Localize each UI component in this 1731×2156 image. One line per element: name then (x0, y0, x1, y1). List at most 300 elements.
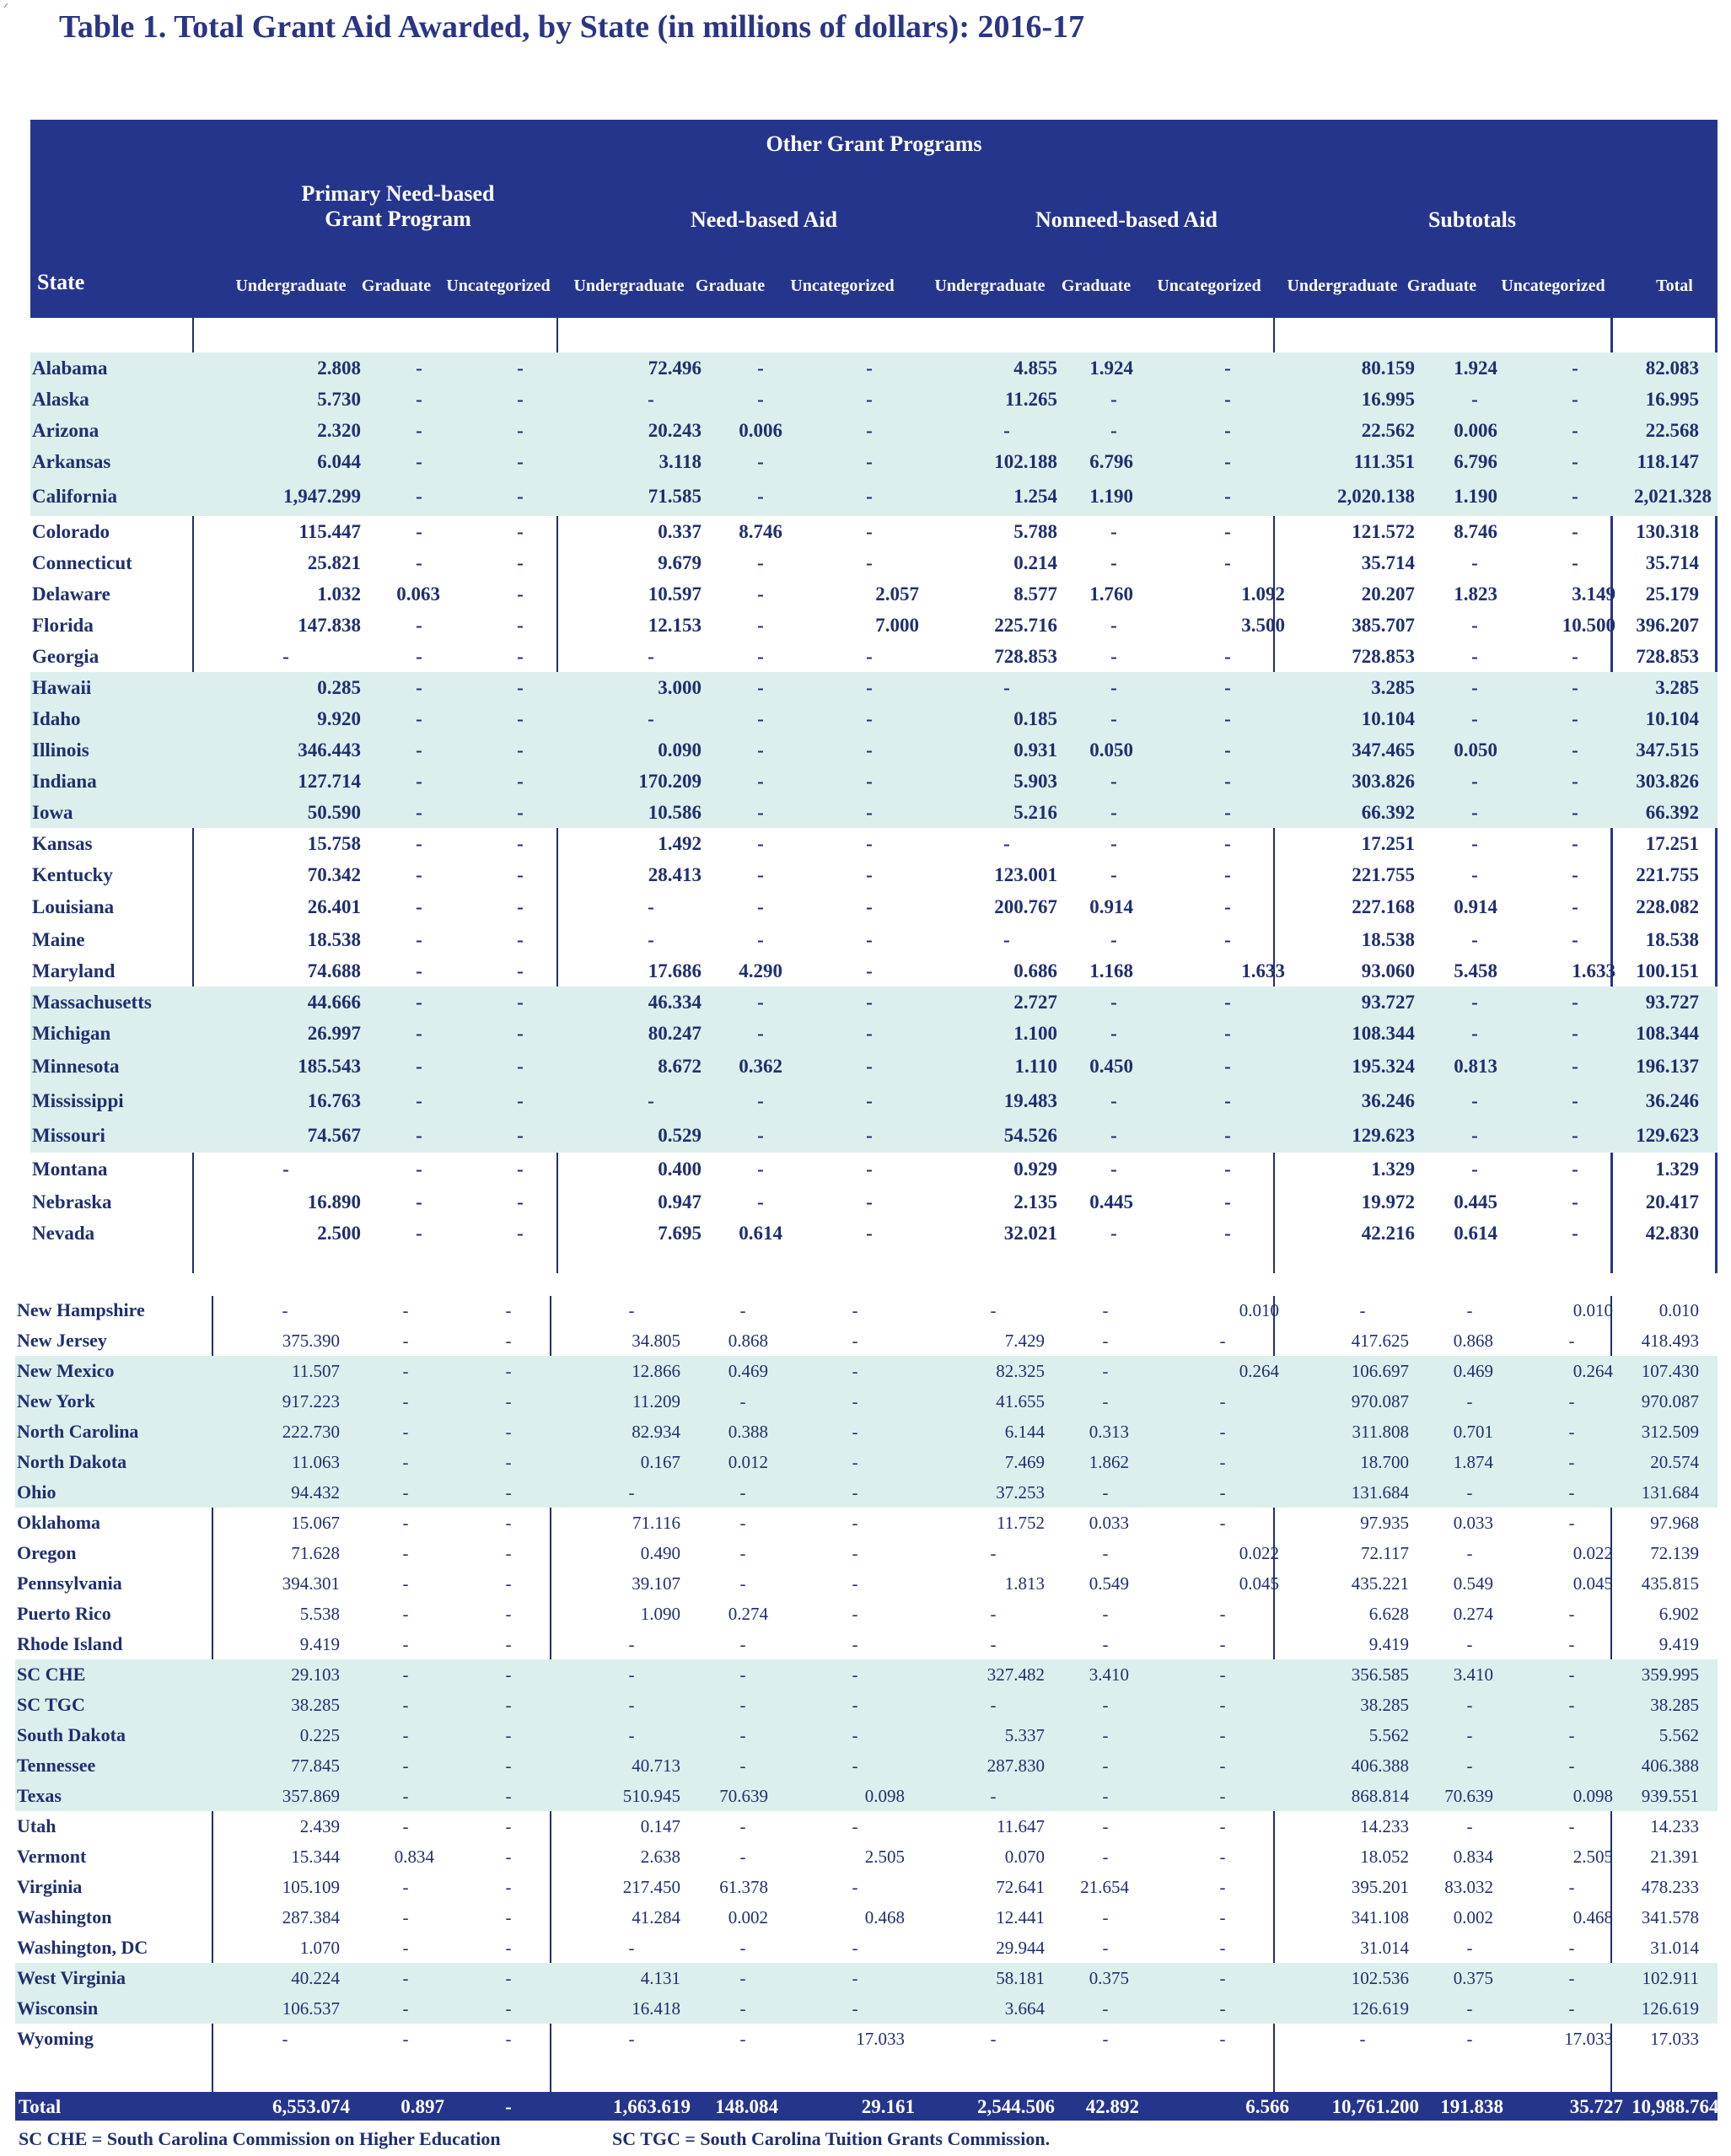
value-cell: - (1224, 1222, 1231, 1244)
total-label: Total (19, 2096, 62, 2117)
value-cell: - (402, 1512, 409, 1533)
value-cell: - (379, 446, 459, 477)
value-cell: 0.050 (1076, 734, 1152, 766)
value-cell: - (1568, 1603, 1575, 1624)
table-row (30, 987, 1718, 1018)
value-cell: - (453, 1963, 564, 1993)
value-cell: 97.935 (1360, 1512, 1409, 1533)
value-cell: 0.274 (1453, 1603, 1493, 1624)
value-cell: - (416, 960, 422, 981)
value-cell: - (1224, 832, 1231, 854)
value-cell: - (517, 960, 524, 981)
value-cell: 72.139 (1650, 1542, 1699, 1563)
value-cell: - (402, 1876, 409, 1897)
state-name: Wisconsin (15, 1993, 212, 2024)
value-cell: 66.392 (1634, 797, 1718, 828)
value-cell: 0.022 (1239, 1542, 1279, 1563)
value-cell: - (379, 703, 459, 734)
value-cell: - (787, 1993, 923, 2024)
value-cell: 61.378 (719, 1876, 768, 1897)
state-name: North Carolina (15, 1417, 212, 1447)
value-cell: 11.507 (212, 1356, 358, 1386)
value-cell: 0.010 (1658, 1299, 1699, 1320)
table-row (30, 547, 1718, 578)
value-cell: - (699, 1477, 787, 1508)
value-cell: 82.934 (564, 1417, 699, 1447)
value-cell: - (517, 645, 524, 667)
total-value: 35.727 (1569, 2096, 1623, 2117)
table-row (15, 1659, 1718, 1690)
value-cell: - (1427, 1720, 1512, 1750)
value-cell: 8.746 (739, 520, 782, 542)
value-cell: - (459, 415, 582, 446)
value-cell: 0.469 (699, 1356, 787, 1386)
value-cell: - (379, 797, 459, 828)
value-cell: 35.714 (1361, 551, 1415, 573)
value-cell: - (1568, 1815, 1575, 1836)
value-cell: 396.207 (1636, 614, 1699, 636)
value-cell: 10.586 (582, 797, 720, 828)
value-cell: 26.401 (307, 896, 361, 917)
value-cell: 418.493 (1641, 1330, 1699, 1351)
table-row (15, 1690, 1718, 1720)
value-cell: 0.147 (640, 1815, 680, 1836)
state-name: Nevada (32, 1222, 95, 1244)
value-cell: - (1512, 1447, 1632, 1477)
value-cell: - (358, 1750, 453, 1781)
value-cell: 93.060 (1361, 960, 1415, 981)
value-cell: 29.103 (212, 1659, 358, 1690)
value-cell: 6.902 (1658, 1603, 1699, 1624)
value-cell: - (801, 797, 938, 828)
value-cell: 0.002 (1453, 1906, 1493, 1927)
value-cell: 5.458 (1454, 960, 1497, 981)
state-name: Kentucky (32, 863, 113, 885)
value-cell: - (1152, 734, 1304, 766)
value-cell: - (1110, 520, 1117, 542)
value-cell: - (852, 1876, 858, 1897)
value-cell: 0.834 (394, 1846, 434, 1867)
value-cell: 20.417 (1645, 1191, 1699, 1212)
value-cell: 3.410 (1427, 1659, 1512, 1690)
value-cell: 72.496 (582, 352, 720, 384)
value-cell: - (1572, 863, 1578, 885)
value-cell: 0.614 (739, 1222, 782, 1244)
value-cell: 131.684 (1632, 1477, 1718, 1508)
value-cell: - (720, 1118, 801, 1153)
value-cell: - (1148, 1963, 1298, 1993)
value-cell: 868.814 (1298, 1781, 1427, 1811)
value-cell: 25.179 (1645, 583, 1699, 605)
value-cell: 131.684 (1298, 1477, 1427, 1508)
value-cell: - (1224, 863, 1231, 885)
value-cell: - (739, 1299, 746, 1320)
state-name: Idaho (30, 703, 192, 734)
value-cell: - (1110, 645, 1117, 667)
value-cell: 1.254 (938, 477, 1076, 516)
value-cell: - (1148, 1993, 1298, 2024)
value-cell: - (358, 1659, 453, 1690)
value-cell: - (564, 1690, 699, 1720)
value-cell: - (1433, 1083, 1516, 1118)
value-cell: - (379, 384, 459, 415)
value-cell: 14.233 (1360, 1815, 1409, 1836)
state-name: California (30, 477, 192, 516)
value-cell: - (628, 2028, 635, 2049)
value-cell: 29.944 (996, 1937, 1045, 1958)
value-cell: - (453, 1750, 564, 1781)
value-cell: - (453, 1781, 564, 1811)
value-cell: 347.515 (1634, 734, 1718, 766)
value-cell: 123.001 (994, 863, 1057, 885)
value-cell: - (459, 446, 582, 477)
value-cell: - (358, 1386, 453, 1417)
state-name: New Mexico (15, 1356, 212, 1386)
value-cell: - (1219, 1512, 1226, 1533)
value-cell: - (699, 1750, 787, 1781)
value-cell: - (505, 1633, 512, 1654)
value-cell: - (459, 987, 582, 1018)
value-cell: 1.032 (317, 583, 361, 605)
value-cell: - (505, 1937, 512, 1958)
table-row (30, 924, 1718, 955)
value-cell: - (648, 928, 654, 950)
value-cell: 1.633 (1241, 960, 1285, 981)
value-cell: - (1152, 766, 1304, 797)
value-cell: 17.686 (648, 960, 702, 981)
value-cell: - (416, 614, 422, 636)
value-cell: 435.221 (1351, 1573, 1409, 1594)
state-name: Michigan (30, 1018, 192, 1049)
value-cell: - (1063, 1356, 1148, 1386)
value-cell: - (787, 1690, 923, 1720)
value-cell: - (866, 1191, 873, 1212)
value-cell: - (852, 1330, 858, 1351)
value-cell: 0.468 (1572, 1906, 1613, 1927)
value-cell: 200.767 (994, 896, 1057, 917)
value-cell: 10.104 (1304, 703, 1433, 734)
value-cell: - (1076, 766, 1152, 797)
corner-mark: ᐟ (3, 3, 8, 15)
col-need-undergraduate: Undergraduate (573, 277, 685, 295)
value-cell: - (358, 1477, 453, 1508)
value-cell: - (517, 1191, 524, 1212)
value-cell: 70.342 (307, 863, 361, 885)
value-cell: 0.313 (1063, 1417, 1148, 1447)
total-value: - (505, 2096, 512, 2117)
value-cell: - (1516, 797, 1634, 828)
col-subtotal-graduate: Graduate (1406, 277, 1477, 295)
value-cell: - (1148, 1690, 1298, 1720)
value-cell: 2.727 (938, 987, 1076, 1018)
value-cell: - (852, 1815, 858, 1836)
value-cell: 5.337 (923, 1720, 1063, 1750)
value-cell: - (1471, 928, 1478, 950)
value-cell: - (582, 384, 720, 415)
value-cell: - (787, 1659, 923, 1690)
value-cell: - (459, 1083, 582, 1118)
value-cell: 435.815 (1641, 1573, 1699, 1594)
value-cell: 6.796 (1433, 446, 1516, 477)
value-cell: 394.301 (282, 1573, 340, 1594)
value-cell: - (1110, 832, 1117, 854)
value-cell: - (1516, 477, 1634, 516)
value-cell: 3.410 (1063, 1659, 1148, 1690)
value-cell: 77.845 (212, 1750, 358, 1781)
total-value: 0.897 (400, 2096, 444, 2117)
state-name: West Virginia (15, 1963, 212, 1993)
value-cell: - (416, 832, 422, 854)
value-cell: - (757, 583, 764, 605)
value-cell: - (379, 987, 459, 1018)
value-cell: 105.109 (282, 1876, 340, 1897)
header-primary-line1: Primary Need-based (301, 181, 495, 206)
value-cell: 221.755 (1636, 863, 1699, 885)
value-cell: - (1512, 1993, 1632, 2024)
state-name: Massachusetts (30, 987, 192, 1018)
table-row (15, 1750, 1718, 1781)
value-cell: 38.285 (1632, 1690, 1718, 1720)
value-cell: - (1572, 551, 1578, 573)
table-row (30, 446, 1718, 477)
value-cell: 478.233 (1641, 1876, 1699, 1897)
value-cell: - (1433, 797, 1516, 828)
state-name: Hawaii (30, 672, 192, 703)
value-cell: - (787, 1417, 923, 1447)
value-cell: 1.633 (1572, 960, 1615, 981)
table-row (30, 1083, 1718, 1118)
value-cell: - (517, 520, 524, 542)
value-cell: 10.500 (1562, 614, 1615, 636)
value-cell: - (416, 645, 422, 667)
value-cell: - (990, 1603, 997, 1624)
value-cell: - (453, 1720, 564, 1750)
value-cell: 41.284 (632, 1906, 680, 1927)
value-cell: 3.149 (1572, 583, 1615, 605)
value-cell: - (1219, 1846, 1226, 1867)
table-row (15, 1356, 1718, 1386)
total-value: 2,544.506 (977, 2096, 1055, 2117)
value-cell: - (801, 384, 938, 415)
value-cell: 0.931 (938, 734, 1076, 766)
value-cell: - (459, 1018, 582, 1049)
value-cell: - (990, 1633, 997, 1654)
value-cell: - (866, 896, 873, 917)
value-cell: 327.482 (923, 1659, 1063, 1690)
header-subtotals: Subtotals (1427, 207, 1517, 232)
value-cell: - (1572, 520, 1578, 542)
value-cell: - (1076, 1018, 1152, 1049)
value-cell: 74.688 (307, 960, 361, 981)
value-cell: 129.623 (1304, 1118, 1433, 1153)
value-cell: - (1063, 1690, 1148, 1720)
value-cell: - (1466, 1299, 1473, 1320)
value-cell: 1.329 (1371, 1159, 1415, 1180)
value-cell: - (379, 766, 459, 797)
value-cell: - (801, 477, 938, 516)
value-cell: - (699, 1659, 787, 1690)
value-cell: 0.033 (1453, 1512, 1493, 1533)
value-cell: 185.543 (192, 1049, 379, 1083)
value-cell: - (358, 1720, 453, 1750)
value-cell: 108.344 (1634, 1018, 1718, 1049)
value-cell: - (402, 1299, 409, 1320)
value-cell: - (1148, 1386, 1298, 1417)
value-cell: 0.012 (699, 1447, 787, 1477)
value-cell: 82.325 (923, 1356, 1063, 1386)
value-cell: 0.264 (1512, 1356, 1632, 1386)
value-cell: - (1148, 1477, 1298, 1508)
value-cell: - (1152, 703, 1304, 734)
value-cell: 0.445 (1454, 1191, 1497, 1212)
value-cell: - (801, 1118, 938, 1153)
value-cell: 728.853 (1636, 645, 1699, 667)
value-cell: 917.223 (212, 1386, 358, 1417)
value-cell: - (379, 1018, 459, 1049)
value-cell: - (1063, 1993, 1148, 2024)
value-cell: - (739, 1633, 746, 1654)
value-cell: - (852, 1633, 858, 1654)
value-cell: - (852, 1542, 858, 1563)
value-cell: - (459, 766, 582, 797)
state-name: Georgia (32, 645, 99, 667)
col-nonneed-graduate: Graduate (1061, 277, 1132, 295)
state-name: Arizona (30, 415, 192, 446)
value-cell: - (505, 1906, 512, 1927)
value-cell: 1.813 (1004, 1573, 1045, 1594)
value-cell: - (866, 1222, 873, 1244)
value-cell: 20.243 (582, 415, 720, 446)
value-cell: - (416, 863, 422, 885)
value-cell: - (923, 1781, 1063, 1811)
value-cell: 17.033 (1650, 2028, 1699, 2049)
value-cell: - (379, 672, 459, 703)
value-cell: 21.654 (1080, 1876, 1129, 1897)
value-cell: - (1427, 1386, 1512, 1417)
value-cell: - (517, 1222, 524, 1244)
value-cell: - (402, 2028, 409, 2049)
table-row (30, 352, 1718, 384)
table-row (30, 1018, 1718, 1049)
value-cell: - (1572, 1222, 1578, 1244)
state-name: Vermont (17, 1846, 87, 1867)
value-cell: 1.190 (1076, 477, 1152, 516)
value-cell: - (757, 1191, 764, 1212)
table-row (30, 477, 1718, 516)
page-title: Table 1. Total Grant Aid Awarded, by State (in millions of dollars): 2016-17 (59, 9, 1085, 45)
table-row (30, 1218, 1718, 1249)
value-cell: 118.147 (1634, 446, 1718, 477)
value-cell: 2.500 (317, 1222, 361, 1244)
value-cell: - (1471, 1159, 1478, 1180)
value-cell: - (1102, 1633, 1109, 1654)
value-cell: 31.014 (1360, 1937, 1409, 1958)
value-cell: - (1148, 1417, 1298, 1447)
total-value: 6.566 (1245, 2096, 1289, 2117)
value-cell: - (1433, 1018, 1516, 1049)
value-cell: - (866, 863, 873, 885)
state-name: Wyoming (17, 2028, 94, 2049)
value-cell: - (938, 672, 1076, 703)
value-cell: 0.468 (864, 1906, 905, 1927)
value-cell: - (1433, 1118, 1516, 1153)
value-cell: 1.823 (1454, 583, 1497, 605)
value-cell: - (852, 1299, 858, 1320)
table-row (15, 1781, 1718, 1811)
value-cell: - (416, 551, 422, 573)
value-cell: - (1148, 1447, 1298, 1477)
value-cell: - (1102, 1906, 1109, 1927)
value-cell: 417.625 (1351, 1330, 1409, 1351)
value-cell: - (1063, 1477, 1148, 1508)
value-cell: 0.469 (1427, 1356, 1512, 1386)
table-row (30, 516, 1718, 547)
value-cell: - (416, 928, 422, 950)
value-cell: 70.639 (1427, 1781, 1512, 1811)
value-cell: - (757, 645, 764, 667)
value-cell: 3.118 (582, 446, 720, 477)
col-total: Total (1656, 277, 1693, 295)
table-row (30, 766, 1718, 797)
value-cell: 0.868 (728, 1330, 768, 1351)
value-cell: - (1224, 520, 1231, 542)
value-cell: - (1516, 987, 1634, 1018)
value-cell: 1.329 (1655, 1159, 1699, 1180)
value-cell: 37.253 (923, 1477, 1063, 1508)
value-cell: - (517, 928, 524, 950)
value-cell: - (416, 520, 422, 542)
value-cell: - (1512, 1720, 1632, 1750)
value-cell: - (1110, 928, 1117, 950)
value-cell: - (1152, 352, 1304, 384)
value-cell: - (1224, 1159, 1231, 1180)
table-row (15, 1568, 1718, 1599)
value-cell: 0.400 (658, 1159, 702, 1180)
state-name: Louisiana (32, 896, 115, 917)
value-cell: - (720, 766, 801, 797)
value-cell: 0.006 (1433, 415, 1516, 446)
state-name: Florida (32, 614, 94, 636)
value-cell: - (852, 1603, 858, 1624)
table-row (15, 1386, 1718, 1417)
value-cell: 0.098 (1512, 1781, 1632, 1811)
value-cell: - (517, 1159, 524, 1180)
state-name: Mississippi (30, 1083, 192, 1118)
value-cell: 303.826 (1634, 766, 1718, 797)
value-cell: 42.830 (1645, 1222, 1699, 1244)
value-cell: 170.209 (582, 766, 720, 797)
value-cell: 16.995 (1304, 384, 1433, 415)
table-row (30, 703, 1718, 734)
value-cell: - (1466, 1937, 1473, 1958)
value-cell: 11.647 (997, 1815, 1045, 1836)
value-cell: 227.168 (1352, 896, 1415, 917)
value-cell: 0.549 (1089, 1573, 1129, 1594)
value-cell: - (517, 614, 524, 636)
value-cell: 72.117 (1361, 1542, 1409, 1563)
value-cell: - (1512, 1659, 1632, 1690)
value-cell: - (1516, 446, 1634, 477)
value-cell: 2.320 (192, 415, 379, 446)
value-cell: - (1516, 384, 1634, 415)
value-cell: - (720, 797, 801, 828)
value-cell: - (1516, 415, 1634, 446)
value-cell: - (1568, 1876, 1575, 1897)
value-cell: - (699, 1720, 787, 1750)
value-cell: - (582, 703, 720, 734)
value-cell: - (379, 352, 459, 384)
table-row (15, 1447, 1718, 1477)
